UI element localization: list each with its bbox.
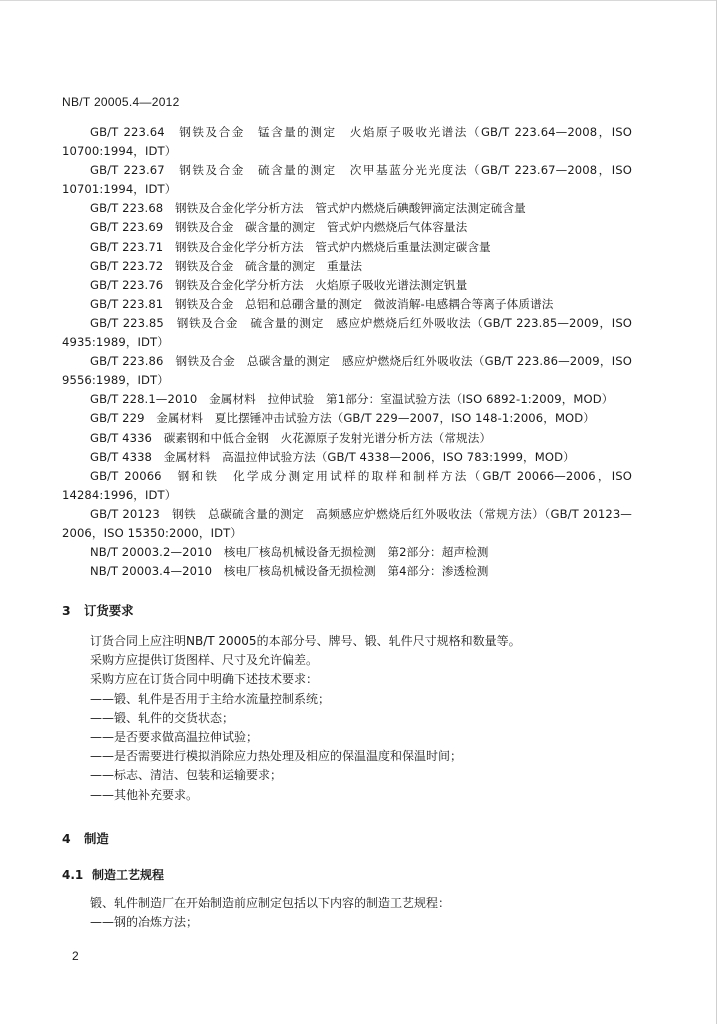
scan-edge-line	[0, 0, 717, 1]
reference-item: NB/T 20003.2—2010 核电厂核岛机械设备无损检测 第2部分：超声检测	[90, 545, 489, 560]
subsection-number: 4.1	[62, 868, 84, 882]
section-3-heading	[62, 601, 134, 619]
section-number: 4	[62, 831, 71, 846]
reference-item: GB/T 223.85 钢铁及合金 硫含量的测定 感应炉燃烧后红外吸收法（GB/T 223.85—2009，ISO 4935:1989，IDT）	[62, 315, 632, 350]
list-item: ——是否要求做高温拉伸试验；	[90, 730, 259, 745]
list-item: ——是否需要进行模拟消除应力热处理及相应的保温温度和保温时间；	[90, 749, 463, 764]
list-item: ——锻、轧件的交货状态；	[90, 710, 235, 725]
paragraph: 采购方应在订货合同中明确下述技术要求：	[90, 672, 319, 687]
reference-item: GB/T 223.64 钢铁及合金 锰含量的测定 火焰原子吸收光谱法（GB/T 223.64—2008，ISO 10700:1994，IDT）	[62, 125, 632, 159]
section-4-heading	[62, 829, 109, 847]
standard-header: NB/T 20005.4—2012	[62, 95, 180, 109]
subsection-title: 制造工艺规程	[92, 868, 165, 882]
reference-item: GB/T 223.86 钢铁及合金 总碳含量的测定 感应炉燃烧后红外吸收法（GB/T 223.86—2009，ISO 9556:1989，IDT）	[62, 354, 632, 388]
list-item: ——钢的冶炼方法；	[90, 915, 199, 930]
list-item: ——其他补充要求。	[90, 787, 199, 802]
paragraph: 订货合同上应注明NB/T 20005的本部分号、牌号、锻、轧件尺寸规格和数量等。	[90, 634, 521, 648]
reference-item: GB/T 229 金属材料 夏比摆锤冲击试验方法（GB/T 229—2007，ISO 148-1:2006，MOD）	[90, 411, 596, 426]
reference-item: GB/T 223.72 钢铁及合金 硫含量的测定 重量法	[90, 258, 363, 273]
paragraph: 锻、轧件制造厂在开始制造前应制定包括以下内容的制造工艺规程：	[90, 896, 451, 910]
section-3-body	[90, 632, 635, 805]
reference-item: GB/T 223.71 钢铁及合金化学分析方法 管式炉内燃烧后重量法测定碳含量	[90, 239, 491, 254]
section-number: 3	[62, 603, 71, 618]
subsection-4-1-body	[90, 894, 635, 932]
reference-item: NB/T 20003.4—2010 核电厂核岛机械设备无损检测 第4部分：渗透检测	[90, 564, 489, 579]
reference-item: GB/T 20066 钢和铁 化学成分测定用试样的取样和制样方法（GB/T 20066—2006，ISO 14284:1996，IDT）	[62, 468, 632, 502]
list-item: ——标志、清洁、包装和运输要求；	[90, 768, 283, 783]
list-item: ——锻、轧件是否用于主给水流量控制系统；	[90, 691, 331, 706]
reference-item: GB/T 223.76 钢铁及合金化学分析方法 火焰原子吸收光谱法测定钒量	[90, 277, 468, 292]
reference-item: GB/T 4336 碳素钢和中低合金钢 火花源原子发射光谱分析方法（常规法）	[90, 430, 492, 445]
reference-item: GB/T 4338 金属材料 高温拉伸试验方法（GB/T 4338—2006，ISO 783:1999，MOD）	[90, 449, 575, 464]
reference-item: GB/T 223.67 钢铁及合金 硫含量的测定 次甲基蓝分光光度法（GB/T 223.67—2008，ISO 10701:1994，IDT）	[62, 163, 632, 197]
normative-references-list	[62, 123, 632, 581]
section-title: 订货要求	[84, 603, 134, 618]
reference-item: GB/T 20123 钢铁 总碳硫含量的测定 高频感应炉燃烧后红外吸收法（常规方法）（GB/T 20123—2006，ISO 15350:2000，IDT）	[62, 506, 632, 540]
paragraph: 采购方应提供订货图样、尺寸及允许偏差。	[90, 653, 319, 668]
page-number: 2	[72, 949, 79, 963]
section-title: 制造	[84, 831, 109, 846]
reference-item: GB/T 223.81 钢铁及合金 总铝和总硼含量的测定 微波消解-电感耦合等离子体质谱法	[90, 296, 554, 311]
reference-item: GB/T 223.69 钢铁及合金 碳含量的测定 管式炉内燃烧后气体容量法	[90, 220, 468, 235]
subsection-4-1-heading	[62, 866, 164, 883]
reference-item: GB/T 228.1—2010 金属材料 拉伸试验 第1部分：室温试验方法（ISO 6892-1:2009，MOD）	[90, 392, 614, 407]
reference-item: GB/T 223.68 钢铁及合金化学分析方法 管式炉内燃烧后碘酸钾滴定法测定硫含量	[90, 201, 526, 216]
